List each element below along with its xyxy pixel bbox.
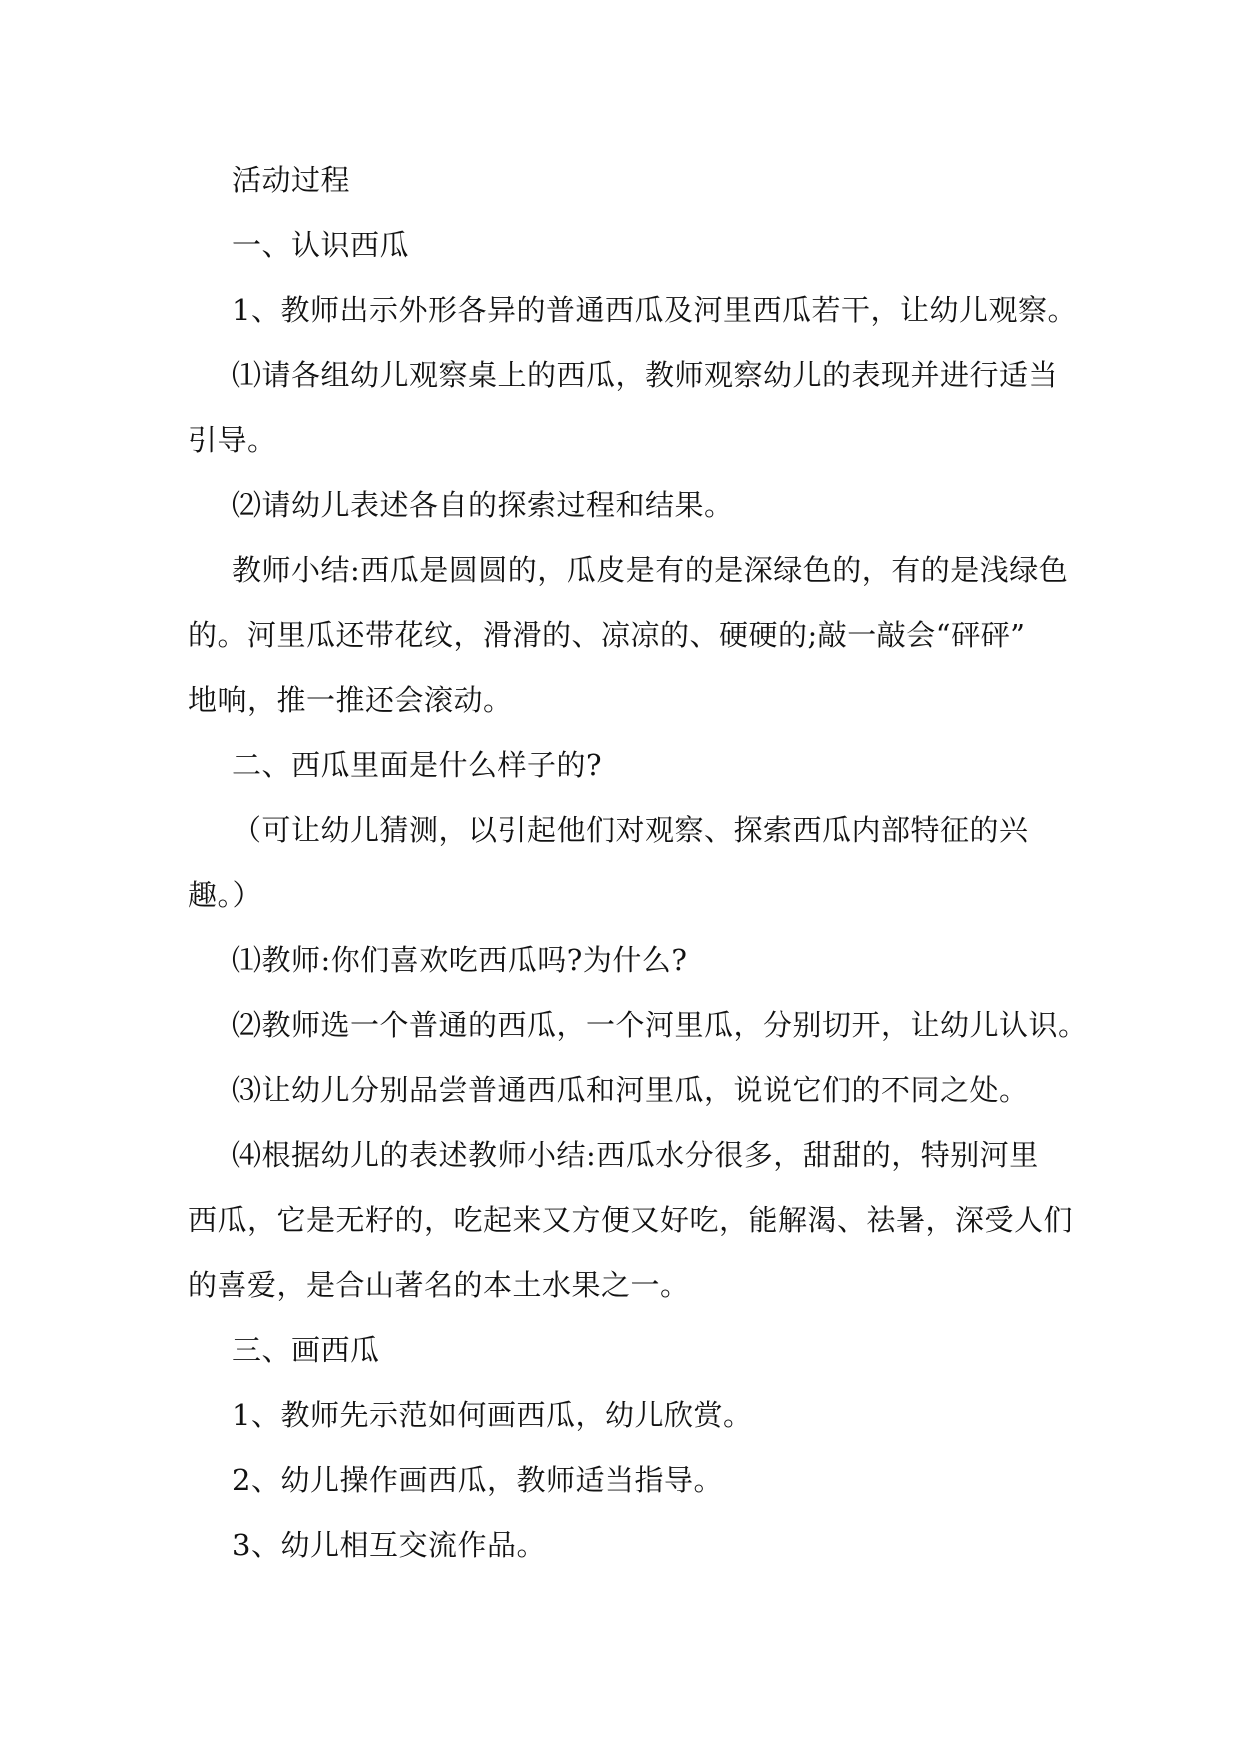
section-heading-activity-process: 活动过程 bbox=[232, 163, 351, 197]
paragraph-line: ⑴请各组幼儿观察桌上的西瓜，教师观察幼儿的表现并进行适当 bbox=[232, 358, 1059, 392]
paragraph-line: 2、幼儿操作画西瓜，教师适当指导。 bbox=[232, 1463, 723, 1497]
paragraph-line: ⑶让幼儿分别品尝普通西瓜和河里瓜，说说它们的不同之处。 bbox=[232, 1073, 1029, 1107]
paragraph-line: ⑴教师:你们喜欢吃西瓜吗?为什么? bbox=[232, 943, 688, 977]
paragraph-line: （可让幼儿猜测，以引起他们对观察、探索西瓜内部特征的兴 bbox=[232, 813, 1029, 847]
paragraph-line: ⑵教师选一个普通的西瓜，一个河里瓜，分别切开，让幼儿认识。 bbox=[232, 1008, 1088, 1042]
section-heading-1: 一、认识西瓜 bbox=[232, 228, 410, 262]
paragraph-line: 3、幼儿相互交流作品。 bbox=[232, 1528, 546, 1562]
paragraph-line: ⑷根据幼儿的表述教师小结:西瓜水分很多，甜甜的，特别河里 bbox=[232, 1138, 1039, 1172]
section-heading-3: 三、画西瓜 bbox=[232, 1333, 380, 1367]
paragraph-line: 的。河里瓜还带花纹，滑滑的、凉凉的、硬硬的;敲一敲会“砰砰” bbox=[188, 618, 1026, 652]
section-heading-2: 二、西瓜里面是什么样子的? bbox=[232, 748, 603, 782]
paragraph-line: 1、教师先示范如何画西瓜，幼儿欣赏。 bbox=[232, 1398, 753, 1432]
paragraph-line: 教师小结:西瓜是圆圆的，瓜皮是有的是深绿色的，有的是浅绿色 bbox=[232, 553, 1069, 587]
paragraph-line: 趣。） bbox=[188, 878, 263, 912]
paragraph-line: ⑵请幼儿表述各自的探索过程和结果。 bbox=[232, 488, 734, 522]
paragraph-line: 引导。 bbox=[188, 423, 277, 457]
paragraph-line: 西瓜，它是无籽的，吃起来又方便又好吃，能解渴、祛暑，深受人们 bbox=[188, 1203, 1074, 1237]
paragraph-line: 地响，推一推还会滚动。 bbox=[188, 683, 513, 717]
paragraph-line: 1、教师出示外形各异的普通西瓜及河里西瓜若干，让幼儿观察。 bbox=[232, 293, 1077, 327]
paragraph-line: 的喜爱，是合山著名的本土水果之一。 bbox=[188, 1268, 690, 1302]
